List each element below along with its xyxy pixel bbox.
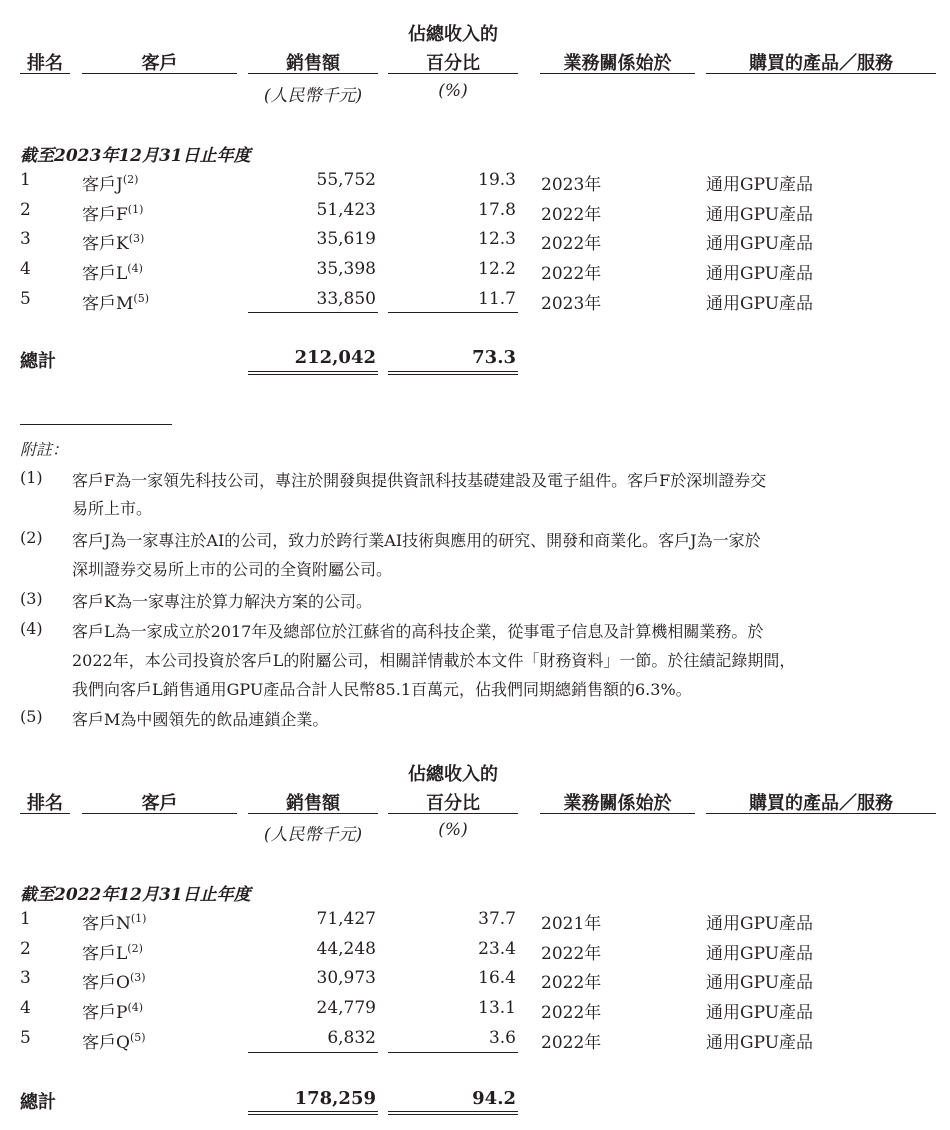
note-text: 客戶M為中國領先的飲品連鎖企業。 <box>72 710 329 729</box>
customer-cell <box>82 200 143 225</box>
header-underline <box>540 73 695 74</box>
header-underline <box>706 813 936 814</box>
sales-cell: 33,850 <box>316 289 376 309</box>
pct-cell: 16.4 <box>478 968 516 988</box>
header-underline <box>388 813 518 814</box>
sales-cell: 6,832 <box>327 1028 376 1048</box>
customer-cell <box>82 968 146 993</box>
customer-name: 客戶K <box>82 234 129 254</box>
since-cell: 2022年 <box>541 1003 602 1023</box>
rank-cell: 1 <box>20 170 31 190</box>
note-text: 深圳證券交易所上市的公司的全資附屬公司。 <box>72 560 393 579</box>
note-text: 客戶K為一家專注於算力解決方案的公司。 <box>72 592 372 611</box>
pct-unit: (%) <box>438 81 468 101</box>
note-text: 我們向客戶L銷售通用GPU產品合計人民幣85.1百萬元，佔我們同期總銷售額的6.3%。 <box>72 680 692 699</box>
rank-cell: 4 <box>20 259 31 279</box>
col-header-sales: 銷售額 <box>286 793 340 814</box>
since-cell: 2022年 <box>541 944 602 964</box>
col-header-pct-line2: 百分比 <box>426 53 480 74</box>
total-double-rule <box>388 371 518 375</box>
pct-cell: 12.2 <box>478 259 516 279</box>
col-header-sales: 銷售額 <box>286 53 340 74</box>
note-ref: (1) <box>130 912 147 925</box>
product-cell: 通用GPU產品 <box>706 1003 814 1023</box>
customer-cell <box>82 909 146 934</box>
note-number: (4) <box>20 619 43 638</box>
pct-cell: 12.3 <box>478 229 516 249</box>
subtotal-rule <box>388 1052 518 1053</box>
customer-name: 客戶P <box>82 1003 128 1023</box>
customer-name: 客戶J <box>82 175 123 195</box>
col-header-rank: 排名 <box>27 53 63 74</box>
rank-cell: 5 <box>20 1028 31 1048</box>
note-ref: (1) <box>127 203 144 216</box>
rank-cell: 3 <box>20 229 31 249</box>
rank-cell: 5 <box>20 289 31 309</box>
pct-cell: 17.8 <box>478 200 516 220</box>
note-ref: (5) <box>133 292 150 305</box>
since-cell: 2022年 <box>541 973 602 993</box>
total-sales: 178,259 <box>294 1088 376 1109</box>
rank-cell: 3 <box>20 968 31 988</box>
total-double-rule <box>248 1111 378 1115</box>
rank-cell: 1 <box>20 909 31 929</box>
header-underline <box>20 73 70 74</box>
customer-name: 客戶M <box>82 294 134 314</box>
pct-cell: 13.1 <box>478 998 516 1018</box>
sales-unit: (人民幣千元) <box>263 825 363 845</box>
notes-title: 附註： <box>20 440 69 459</box>
note-ref: (2) <box>127 942 143 955</box>
product-cell: 通用GPU產品 <box>706 205 814 225</box>
total-pct: 94.2 <box>472 1088 516 1109</box>
total-label: 總計 <box>20 351 56 372</box>
sales-cell: 71,427 <box>316 909 376 929</box>
note-text: 客戶F為一家領先科技公司，專注於開發與提供資訊科技基礎建設及電子組件。客戶F於深圳證券交 <box>72 471 767 490</box>
product-cell: 通用GPU產品 <box>706 973 814 993</box>
rank-cell: 2 <box>20 939 31 959</box>
note-ref: (3) <box>128 232 145 245</box>
since-cell: 2021年 <box>541 914 602 934</box>
note-number: (2) <box>20 528 43 547</box>
col-header-since: 業務關係始於 <box>563 53 672 74</box>
product-cell: 通用GPU產品 <box>706 944 814 964</box>
total-double-rule <box>248 371 378 375</box>
header-underline <box>20 813 70 814</box>
note-number: (1) <box>20 468 43 487</box>
note-ref: (5) <box>129 1031 146 1044</box>
subtotal-rule <box>248 1052 378 1053</box>
since-cell: 2022年 <box>541 1033 602 1053</box>
note-text: 客戶L為一家成立於2017年及總部位於江蘇省的高科技企業，從事電子信息及計算機相關業務。於 <box>72 622 764 641</box>
since-cell: 2022年 <box>541 205 602 225</box>
col-header-since: 業務關係始於 <box>563 793 672 814</box>
pct-cell: 3.6 <box>488 1028 516 1048</box>
sales-cell: 35,398 <box>316 259 376 279</box>
col-header-customer: 客戶 <box>141 793 178 814</box>
customer-name: 客戶Q <box>82 1033 130 1053</box>
note-ref: (4) <box>127 262 143 275</box>
subtotal-rule <box>248 312 378 313</box>
sales-cell: 55,752 <box>316 170 376 190</box>
customer-name: 客戶L <box>82 264 128 284</box>
since-cell: 2023年 <box>541 294 602 314</box>
customer-cell <box>82 998 143 1023</box>
pct-cell: 37.7 <box>478 909 516 929</box>
product-cell: 通用GPU產品 <box>706 1033 814 1053</box>
note-text: 客戶J為一家專注於AI的公司，致力於跨行業AI技術與應用的研究、開發和商業化。客戶J為一家於 <box>72 531 761 550</box>
customer-name: 客戶O <box>82 973 130 993</box>
since-cell: 2022年 <box>541 264 602 284</box>
sales-cell: 44,248 <box>316 939 376 959</box>
rank-cell: 4 <box>20 998 31 1018</box>
period-label: 截至2023年12月31日止年度 <box>20 146 251 166</box>
pct-cell: 23.4 <box>478 939 516 959</box>
customer-name: 客戶F <box>82 205 128 225</box>
col-header-products: 購買的產品／服務 <box>749 53 893 74</box>
note-ref: (3) <box>129 971 146 984</box>
header-underline <box>388 73 518 74</box>
note-number: (5) <box>20 707 43 726</box>
customer-cell <box>82 170 138 195</box>
pct-cell: 11.7 <box>478 289 516 309</box>
period-label: 截至2022年12月31日止年度 <box>20 885 251 905</box>
product-cell: 通用GPU產品 <box>706 294 814 314</box>
since-cell: 2022年 <box>541 234 602 254</box>
total-double-rule <box>388 1111 518 1115</box>
pct-cell: 19.3 <box>478 170 516 190</box>
note-ref: (2) <box>122 173 139 186</box>
customer-cell <box>82 1028 146 1053</box>
sales-cell: 51,423 <box>316 200 376 220</box>
sales-unit: (人民幣千元) <box>263 86 363 106</box>
customer-cell <box>82 259 143 284</box>
pct-unit: (%) <box>438 820 468 840</box>
customer-name: 客戶N <box>82 914 131 934</box>
col-header-rank: 排名 <box>27 793 63 814</box>
sales-cell: 30,973 <box>316 968 376 988</box>
total-pct: 73.3 <box>472 347 516 368</box>
note-text: 2022年，本公司投資於客戶L的附屬公司，相關詳情載於本文件「財務資料」一節。於往績記錄期間， <box>72 651 796 670</box>
header-underline <box>706 73 936 74</box>
product-cell: 通用GPU產品 <box>706 914 814 934</box>
customer-cell <box>82 289 149 314</box>
note-ref: (4) <box>127 1001 144 1014</box>
customer-cell <box>82 939 143 964</box>
since-cell: 2023年 <box>541 175 602 195</box>
total-label: 總計 <box>20 1092 56 1113</box>
note-text: 易所上市。 <box>72 499 153 518</box>
subtotal-rule <box>388 312 518 313</box>
sales-cell: 35,619 <box>316 229 376 249</box>
header-underline <box>82 813 237 814</box>
product-cell: 通用GPU產品 <box>706 264 814 284</box>
sales-cell: 24,779 <box>316 998 376 1018</box>
note-number: (3) <box>20 589 43 608</box>
header-underline <box>82 73 237 74</box>
col-header-pct-line1: 佔總收入的 <box>408 764 498 785</box>
rank-cell: 2 <box>20 200 31 220</box>
product-cell: 通用GPU產品 <box>706 175 814 195</box>
header-underline <box>540 813 695 814</box>
customer-name: 客戶L <box>82 944 128 964</box>
header-underline <box>248 73 378 74</box>
col-header-products: 購買的產品／服務 <box>749 793 893 814</box>
col-header-pct-line2: 百分比 <box>426 793 480 814</box>
col-header-customer: 客戶 <box>141 53 178 74</box>
col-header-pct-line1: 佔總收入的 <box>408 24 498 45</box>
total-sales: 212,042 <box>294 347 376 368</box>
customer-cell <box>82 229 144 254</box>
footnote-separator <box>20 424 172 425</box>
product-cell: 通用GPU產品 <box>706 234 814 254</box>
header-underline <box>248 813 378 814</box>
